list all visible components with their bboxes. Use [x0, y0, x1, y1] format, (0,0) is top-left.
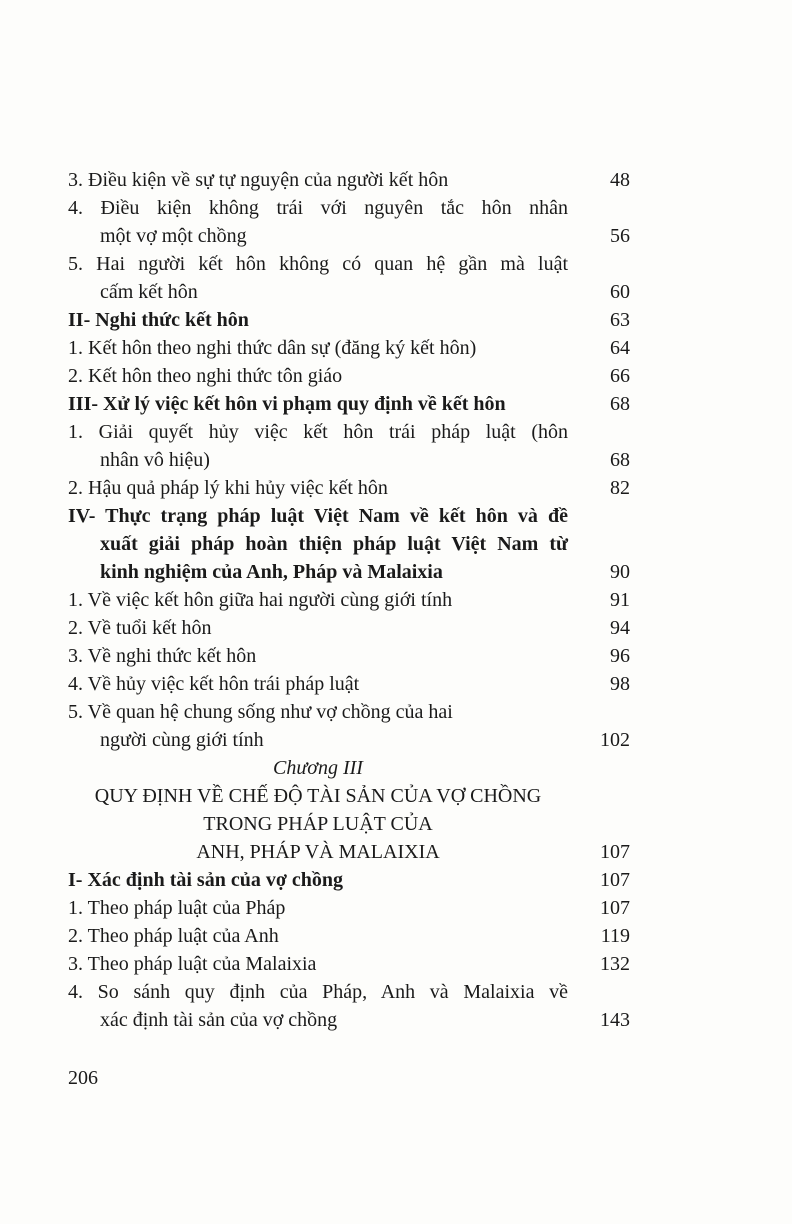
toc-page-number: 119 — [600, 925, 630, 947]
toc-entry-text: cấm kết hôn — [100, 281, 198, 303]
toc-entry-text: 2. Hậu quả pháp lý khi hủy việc kết hôn — [68, 477, 388, 499]
toc-page-number: 143 — [600, 1009, 630, 1031]
toc-page-number: 48 — [610, 169, 630, 191]
toc-page-number: 91 — [610, 589, 630, 611]
toc-entry-text: 3. Về nghi thức kết hôn — [68, 645, 257, 667]
toc-row — [68, 1006, 630, 1034]
toc-row — [68, 894, 630, 922]
toc-list — [68, 166, 630, 1034]
toc-entry-text: một vợ một chồng — [100, 225, 247, 247]
toc-page-number: 96 — [610, 645, 630, 667]
toc-page-number: 63 — [610, 309, 630, 331]
toc-row — [68, 390, 630, 418]
toc-entry-text: III- Xử lý việc kết hôn vi phạm quy định về kết hôn — [68, 393, 506, 415]
toc-page-number: 98 — [610, 673, 630, 695]
toc-page-number: 132 — [600, 953, 630, 975]
footer-page-number: 206 — [68, 1067, 98, 1089]
toc-page-number: 68 — [610, 449, 630, 471]
toc-entry-text: I- Xác định tài sản của vợ chồng — [68, 869, 344, 891]
toc-row — [68, 922, 630, 950]
toc-entry-text: kinh nghiệm của Anh, Pháp và Malaixia — [100, 561, 443, 583]
toc-entry-text: 3. Theo pháp luật của Malaixia — [68, 953, 317, 975]
toc-entry-text: xuất giải pháp hoàn thiện pháp luật Việt Nam từ — [100, 533, 568, 555]
toc-row — [68, 362, 630, 390]
toc-row — [68, 558, 630, 586]
toc-page-number: 94 — [610, 617, 630, 639]
toc-entry-text: ANH, PHÁP VÀ MALAIXIA — [196, 841, 440, 863]
toc-entry-text: 5. Hai người kết hôn không có quan hệ gần mà luật — [68, 253, 568, 275]
toc-entry-text: 4. Về hủy việc kết hôn trái pháp luật — [68, 673, 360, 695]
toc-page-number: 64 — [610, 337, 630, 359]
toc-entry-text: 3. Điều kiện về sự tự nguyện của người kết hôn — [68, 169, 449, 191]
toc-row — [68, 222, 630, 250]
toc-row — [68, 642, 630, 670]
toc-row — [68, 446, 630, 474]
toc-entry-text: TRONG PHÁP LUẬT CỦA — [203, 813, 433, 835]
toc-page-number: 102 — [600, 729, 630, 751]
toc-row — [68, 474, 630, 502]
toc-row — [68, 306, 630, 334]
toc-row — [68, 334, 630, 362]
toc-entry-text: 2. Về tuổi kết hôn — [68, 617, 212, 639]
toc-page-number: 66 — [610, 365, 630, 387]
toc-entry-text: Chương III — [273, 757, 363, 779]
toc-page-number: 60 — [610, 281, 630, 303]
toc-entry-text: 4. Điều kiện không trái với nguyên tắc hôn nhân — [68, 197, 568, 219]
toc-entry-text: 1. Về việc kết hôn giữa hai người cùng giới tính — [68, 589, 453, 611]
toc-row — [68, 754, 630, 782]
toc-entry-text: II- Nghi thức kết hôn — [68, 309, 249, 331]
toc-row — [68, 530, 630, 558]
toc-row — [68, 950, 630, 978]
toc-row — [68, 250, 630, 278]
toc-row — [68, 194, 630, 222]
toc-page-number: 107 — [600, 841, 630, 863]
toc-entry-text: 2. Kết hôn theo nghi thức tôn giáo — [68, 365, 343, 387]
toc-page-number: 82 — [610, 477, 630, 499]
toc-page-number: 107 — [600, 869, 630, 891]
toc-entry-text: 1. Kết hôn theo nghi thức dân sự (đăng ký kết hôn) — [68, 337, 477, 359]
toc-entry-text: người cùng giới tính — [100, 729, 264, 751]
toc-page-number: 107 — [600, 897, 630, 919]
toc-entry-text: IV- Thực trạng pháp luật Việt Nam về kết hôn và đề — [68, 505, 568, 527]
toc-entry-text: 5. Về quan hệ chung sống như vợ chồng của hai — [68, 701, 453, 723]
toc-row — [68, 166, 630, 194]
toc-entry-text: xác định tài sản của vợ chồng — [100, 1009, 338, 1031]
toc-row — [68, 670, 630, 698]
toc-entry-text: 1. Giải quyết hủy việc kết hôn trái pháp luật (hôn — [68, 421, 568, 443]
toc-entry-text: nhân vô hiệu) — [100, 449, 210, 471]
toc-row — [68, 782, 630, 810]
toc-page-number: 68 — [610, 393, 630, 415]
toc-row — [68, 866, 630, 894]
toc-row — [68, 726, 630, 754]
toc-row — [68, 586, 630, 614]
toc-row — [68, 278, 630, 306]
toc-entry-text: 1. Theo pháp luật của Pháp — [68, 897, 286, 919]
toc-row — [68, 418, 630, 446]
toc-row — [68, 810, 630, 838]
toc-row — [68, 614, 630, 642]
toc-row — [68, 978, 630, 1006]
toc-row — [68, 698, 630, 726]
toc-entry-text: 2. Theo pháp luật của Anh — [68, 925, 279, 947]
toc-entry-text: QUY ĐỊNH VỀ CHẾ ĐỘ TÀI SẢN CỦA VỢ CHỒNG — [94, 785, 542, 807]
toc-page-number: 56 — [610, 225, 630, 247]
toc-row — [68, 502, 630, 530]
toc-row — [68, 838, 630, 866]
toc-page-number: 90 — [610, 561, 630, 583]
toc-entry-text: 4. So sánh quy định của Pháp, Anh và Malaixia về — [68, 981, 568, 1003]
